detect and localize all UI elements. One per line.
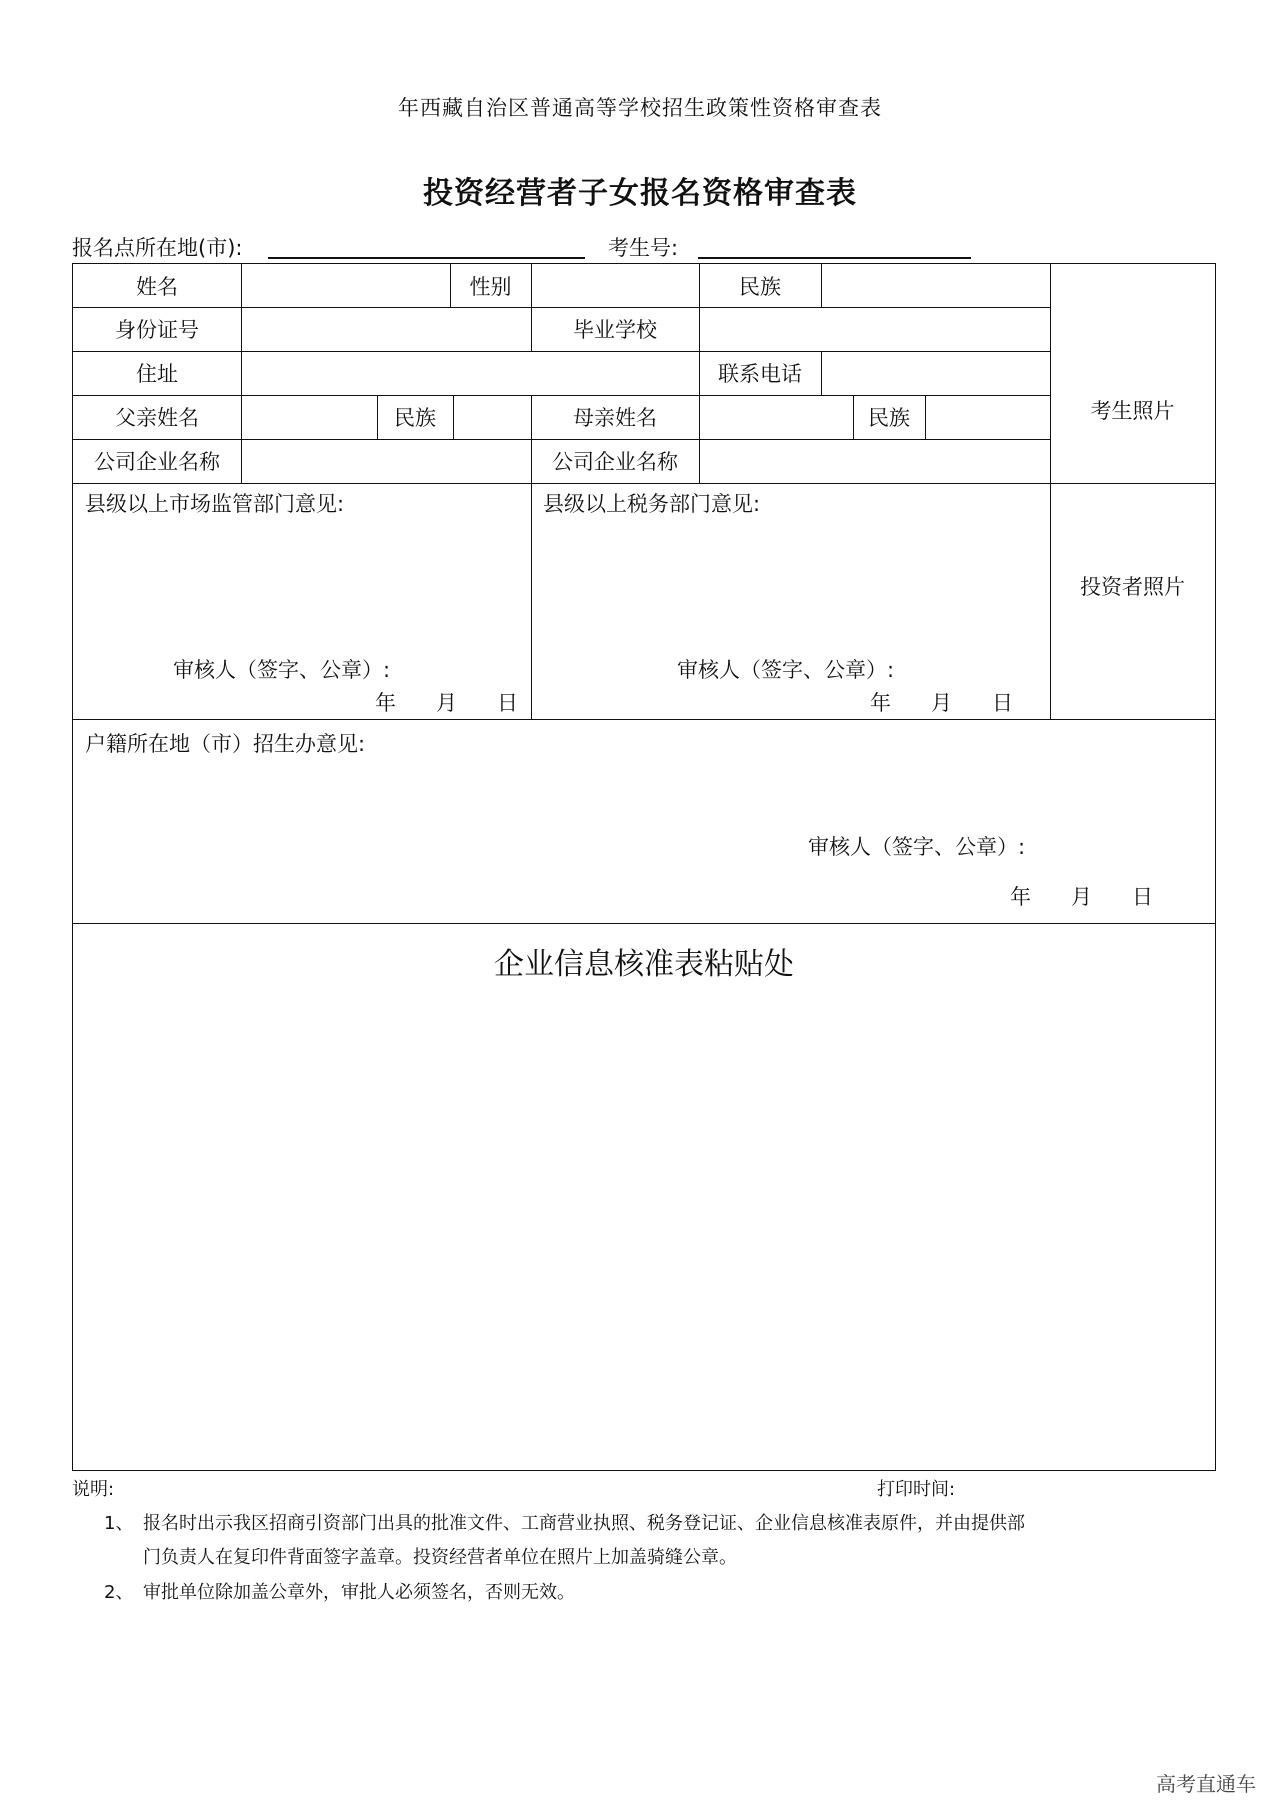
- gender-field[interactable]: [531, 264, 699, 307]
- name-field[interactable]: [241, 264, 450, 307]
- tax-opinion-label: 县级以上税务部门意见:: [543, 492, 761, 516]
- mother-ethnicity-label: 民族: [868, 406, 910, 430]
- father-name-label: 父亲姓名: [115, 406, 199, 430]
- mother-ethnicity-field[interactable]: [925, 395, 1050, 439]
- household-opinion-label: 户籍所在地（市）招生办意见:: [85, 732, 366, 756]
- note-2-line-1: 审批单位除加盖公章外，审批人必须签名，否则无效。: [143, 1582, 575, 1603]
- household-date: 年 月 日: [1010, 885, 1153, 909]
- market-reviewer-label: 审核人（签字、公章）:: [173, 658, 391, 682]
- paste-area-title: 企业信息核准表粘贴处: [494, 947, 794, 982]
- market-date: 年 月 日: [375, 691, 518, 715]
- address-label: 住址: [136, 362, 178, 386]
- father-ethnicity-field[interactable]: [453, 395, 531, 439]
- investor-photo-box[interactable]: [1050, 483, 1215, 719]
- address-field[interactable]: [241, 351, 699, 395]
- note-1-number: 1、: [104, 1513, 134, 1534]
- phone-field[interactable]: [821, 351, 1050, 395]
- note-2-number: 2、: [104, 1582, 134, 1603]
- investor-photo-label: 投资者照片: [1080, 575, 1185, 599]
- location-field[interactable]: [268, 257, 585, 259]
- market-opinion-label: 县级以上市场监管部门意见:: [85, 492, 345, 516]
- company-name-field-left[interactable]: [241, 439, 531, 483]
- school-label: 毕业学校: [573, 318, 657, 342]
- tax-date: 年 月 日: [870, 691, 1013, 715]
- school-field[interactable]: [699, 307, 1050, 351]
- mother-name-field[interactable]: [699, 395, 853, 439]
- name-label: 姓名: [136, 274, 178, 299]
- form-supertitle: 年西藏自治区普通高等学校招生政策性资格审查表: [398, 96, 882, 120]
- tax-reviewer-label: 审核人（签字、公章）:: [677, 658, 895, 682]
- student-photo-label: 考生照片: [1090, 398, 1175, 423]
- form-table: [72, 263, 1216, 1471]
- father-ethnicity-label: 民族: [394, 406, 436, 430]
- id-no-field[interactable]: [241, 307, 531, 351]
- company-name-label-left: 公司企业名称: [94, 450, 220, 474]
- note-1-line-2: 门负责人在复印件背面签字盖章。投资经营者单位在照片上加盖骑缝公章。: [143, 1547, 737, 1568]
- gender-label: 性别: [469, 274, 512, 299]
- print-time-label: 打印时间:: [877, 1479, 956, 1500]
- paste-area: [73, 964, 1215, 1464]
- notes-label: 说明:: [72, 1479, 115, 1500]
- phone-label: 联系电话: [718, 362, 802, 386]
- company-name-field-right[interactable]: [699, 439, 1050, 483]
- note-1-line-1: 报名时出示我区招商引资部门出具的批准文件、工商营业执照、税务登记证、企业信息核准表原件，并由提供部: [143, 1513, 1025, 1534]
- location-label: 报名点所在地(市):: [72, 236, 243, 260]
- company-name-label-right: 公司企业名称: [552, 450, 678, 474]
- father-name-field[interactable]: [241, 395, 377, 439]
- id-no-label: 身份证号: [115, 318, 199, 342]
- ethnicity-label: 民族: [739, 274, 781, 299]
- exam-no-label: 考生号:: [608, 236, 679, 260]
- student-photo-box[interactable]: [1050, 264, 1215, 483]
- exam-no-field[interactable]: [698, 257, 971, 259]
- household-reviewer-label: 审核人（签字、公章）:: [808, 835, 1026, 859]
- ethnicity-field[interactable]: [821, 264, 1050, 307]
- watermark-text: 高考直通车: [1156, 1772, 1256, 1796]
- mother-name-label: 母亲姓名: [573, 406, 657, 430]
- form-title: 投资经营者子女报名资格审查表: [423, 176, 857, 211]
